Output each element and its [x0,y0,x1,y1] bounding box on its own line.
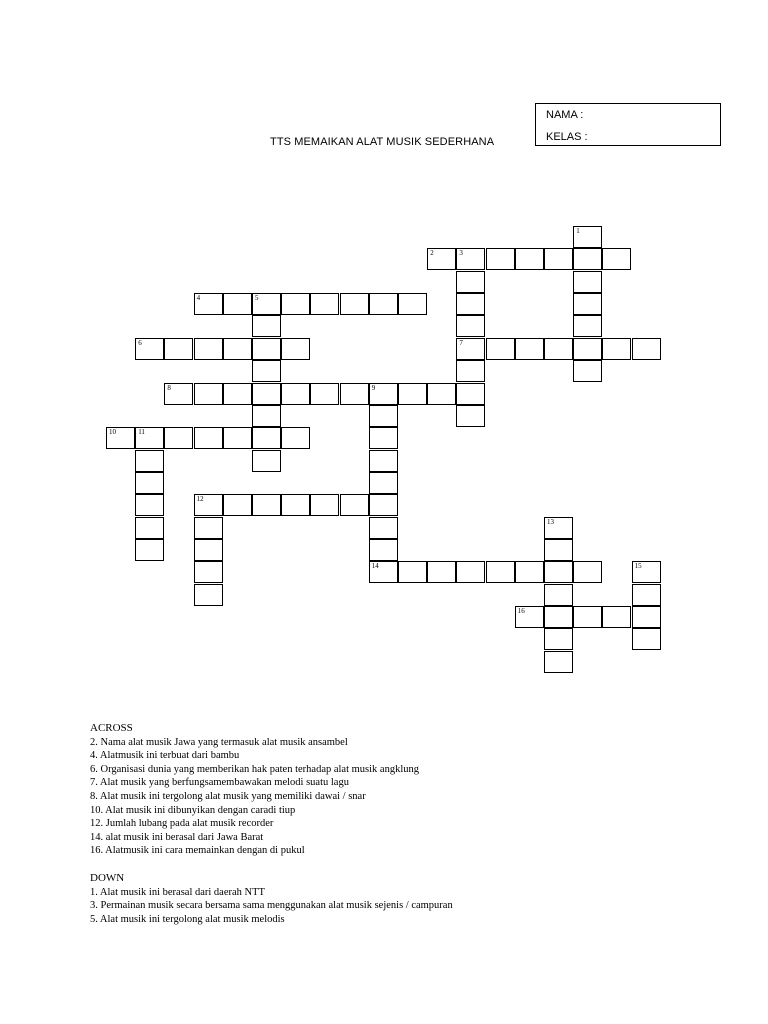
down-heading: DOWN [90,871,125,884]
crossword-cell[interactable] [456,383,485,405]
clue-number: 14 [371,562,379,571]
crossword-cell[interactable] [252,494,281,516]
crossword-cell[interactable] [310,293,339,315]
crossword-cell[interactable] [164,427,193,449]
crossword-cell[interactable] [135,517,164,539]
crossword-cell[interactable] [573,561,602,583]
across-clue: 14. alat musik ini berasal dari Jawa Barat [90,831,264,843]
clue-number: 5 [255,294,259,303]
crossword-cell[interactable] [456,293,485,315]
crossword-cell[interactable] [602,606,631,628]
crossword-cell[interactable] [281,494,310,516]
crossword-cell[interactable] [281,338,310,360]
crossword-cell[interactable] [573,606,602,628]
crossword-cell[interactable] [544,539,573,561]
clue-number: 15 [634,562,642,571]
crossword-cell[interactable] [369,517,398,539]
crossword-cell[interactable] [486,561,515,583]
clue-number: 6 [138,338,142,347]
crossword-cell[interactable] [573,271,602,293]
crossword-cell[interactable] [544,606,573,628]
crossword-cell[interactable] [281,293,310,315]
crossword-cell[interactable] [602,338,631,360]
crossword-cell[interactable] [398,293,427,315]
crossword-cell[interactable] [632,606,661,628]
crossword-cell[interactable] [632,628,661,650]
crossword-cell[interactable] [310,494,339,516]
clue-number: 12 [196,495,204,504]
crossword-cell[interactable] [602,248,631,270]
clue-number: 1 [576,227,580,235]
crossword-cell[interactable] [427,561,456,583]
crossword-cell[interactable] [398,383,427,405]
crossword-cell[interactable] [252,383,281,405]
crossword-cell[interactable] [456,271,485,293]
crossword-cell[interactable] [223,338,252,360]
crossword-cell[interactable] [427,383,456,405]
crossword-cell[interactable] [223,494,252,516]
crossword-cell[interactable] [252,315,281,337]
clue-number: 11 [138,428,145,437]
clue-number: 2 [430,249,434,258]
crossword-cell[interactable] [252,360,281,382]
clue-number: 4 [196,294,201,303]
across-heading: ACROSS [90,722,133,734]
crossword-cell[interactable] [223,427,252,449]
crossword-cell[interactable] [573,338,602,360]
down-clue: 1. Alat musik ini berasal dari daerah NTT [90,886,265,898]
clue-number: 3 [459,249,463,258]
crossword-cell[interactable] [515,561,544,583]
nama-label: NAMA : [546,109,584,121]
crossword-cell[interactable] [573,248,602,270]
crossword-cell[interactable] [369,494,398,516]
crossword-cell[interactable] [340,293,369,315]
crossword-cell[interactable] [515,338,544,360]
crossword-cell[interactable] [194,383,223,405]
clue-number: 7 [459,338,463,347]
crossword-cell[interactable] [369,405,398,427]
crossword-cell[interactable] [194,517,223,539]
down-clue: 5. Alat musik ini tergolong alat musik melodis [90,913,285,925]
crossword-cell[interactable] [135,472,164,494]
crossword-cell[interactable] [369,472,398,494]
down-clue: 3. Permainan musik secara bersama sama menggunakan alat musik sejenis / campuran [90,900,453,912]
across-clue: 4. Alatmusik ini terbuat dari bambu [90,750,240,762]
crossword-cell[interactable] [544,338,573,360]
crossword-cell[interactable] [194,561,223,583]
crossword-cell[interactable] [456,405,485,427]
across-clue: 2. Nama alat musik Jawa yang termasuk alat musik ansambel [90,736,348,748]
clue-number: 9 [371,383,376,392]
crossword-cell[interactable] [252,450,281,472]
crossword-cell[interactable] [281,383,310,405]
clue-number: 13 [547,517,554,526]
crossword-cell[interactable] [135,494,164,516]
across-clue: 7. Alat musik yang berfungsamembawakan melodi suatu lagu [90,777,349,789]
crossword-cell[interactable] [135,450,164,472]
crossword-cell[interactable] [194,584,223,606]
crossword-cell[interactable] [486,248,515,270]
crossword-cell[interactable] [369,539,398,561]
crossword-cell[interactable] [515,248,544,270]
crossword-cell[interactable] [369,293,398,315]
crossword-cell[interactable] [398,561,427,583]
crossword-cell[interactable] [223,293,252,315]
crossword-cell[interactable] [632,584,661,606]
across-clue: 10. Alat musik ini dibunyikan dengan caradi tiup [90,804,296,816]
clues-section [90,722,690,926]
crossword-cell[interactable] [573,315,602,337]
crossword-cell[interactable] [544,561,573,583]
across-clue: 16. Alatmusik ini cara memainkan dengan di pukul [90,845,305,857]
crossword-cell[interactable] [544,248,573,270]
crossword-cell[interactable] [223,383,252,405]
crossword-cell[interactable] [310,383,339,405]
crossword-cell[interactable] [340,383,369,405]
page-title: TTS MEMAIKAN ALAT MUSIK SEDERHANA [270,136,495,148]
crossword-cell[interactable] [573,293,602,315]
crossword-cell[interactable] [252,405,281,427]
crossword-cell[interactable] [252,427,281,449]
crossword-cell[interactable] [544,651,573,673]
crossword-cell[interactable] [252,338,281,360]
crossword-cell[interactable] [281,427,310,449]
crossword-cell[interactable] [544,584,573,606]
clue-number: 10 [109,428,116,437]
clue-number: 8 [167,383,171,392]
crossword-cell[interactable] [486,338,515,360]
crossword-cell[interactable] [456,360,485,382]
crossword-cell[interactable] [194,427,223,449]
across-clue: 6. Organisasi dunia yang memberikan hak paten terhadap alat musik angklung [90,763,420,775]
clue-number: 16 [517,607,525,615]
crossword-cell[interactable] [194,338,223,360]
crossword-cell[interactable] [573,360,602,382]
crossword-cell[interactable] [164,338,193,360]
crossword-cell[interactable] [135,539,164,561]
crossword-cell[interactable] [194,539,223,561]
crossword-cell[interactable] [369,450,398,472]
kelas-label: KELAS : [546,131,588,143]
crossword-cell[interactable] [544,628,573,650]
crossword-cell[interactable] [456,315,485,337]
crossword-cell[interactable] [340,494,369,516]
across-clue: 12. Jumlah lubang pada alat musik recorder [90,818,274,830]
crossword-cell[interactable] [369,427,398,449]
crossword-cell[interactable] [456,561,485,583]
across-clue: 8. Alat musik ini tergolong alat musik yang memiliki dawai / snar [90,790,366,802]
crossword-cell[interactable] [632,338,661,360]
